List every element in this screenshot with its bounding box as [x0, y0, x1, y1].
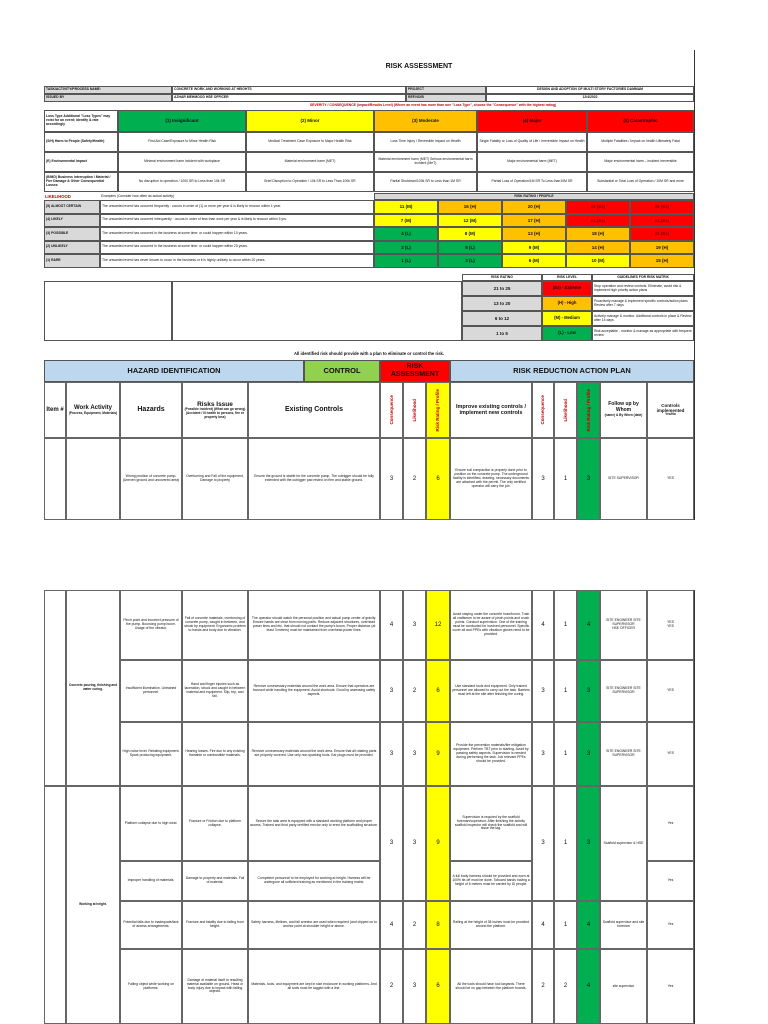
severity-cell: Material environment harm (MET) Serious environmental harm incident (MeT) — [374, 152, 477, 172]
table-cell-c1: 3 — [380, 786, 403, 901]
table-cell-improve: Railing at the height of 38 inches must be provided around the platform. — [450, 901, 532, 949]
item-cell — [44, 590, 66, 786]
matrix-level: (M) - Medium — [542, 311, 592, 326]
matrix-guide: Proactively manage & implement specific controls/action plans Review after 7 days — [592, 296, 694, 311]
risk-profile-cell: 22 (Ex) — [630, 227, 694, 241]
page-title: RISK ASSESSMENT — [385, 62, 453, 70]
col-likelihood-label: Likelihood — [411, 398, 417, 422]
table-cell-hazard: High noise level. Rebaling equipment. Spark producing equipment. — [120, 722, 182, 786]
risk-profile-cell: 2 (L) — [374, 241, 438, 255]
col-consequence — [380, 382, 403, 438]
matrix-guide: Stop operation and review controls. Eliminate, avoid risk & implement high priority action plans — [592, 281, 694, 296]
table-cell-improve: A full body harness should be provided and worn at 100% tie-off must be done. Toboard bands having a height of 6 meters must be carried by ID people. — [450, 861, 532, 901]
guidelines-head: GUIDELINES FOR RISK MATRIX — [592, 274, 694, 281]
table-cell-c1: 4 — [380, 901, 403, 949]
severity-cell: Material environment harm (MET) — [246, 152, 374, 172]
table-cell-c1: 3 — [380, 660, 403, 722]
table-cell-l1: 3 — [403, 590, 426, 660]
table-row-rating-2: 3 — [577, 438, 600, 520]
table-cell-risk: Fracture and fatality due to falling from height. — [182, 901, 248, 949]
risk-profile-cell: 16 (H) — [438, 200, 502, 214]
table-row-item — [44, 438, 66, 520]
table-cell-r1: 9 — [426, 722, 450, 786]
risk-profile-cell: 21 (Ex) — [566, 214, 630, 228]
col-activity — [66, 382, 120, 438]
table-cell-impl: YES — [647, 660, 694, 722]
col-activity-sub: (Process, Equipment, Materials) — [68, 410, 118, 415]
risk-profile-cell: 17 (H) — [502, 214, 566, 228]
likelihood-row-label: (4) LIKELY — [44, 214, 100, 228]
risk-rating-head: RISK RATING — [462, 274, 542, 281]
matrix-range: 1 to 5 — [462, 326, 542, 341]
date-value: 12/4/2022 — [486, 94, 694, 102]
table-cell-r2: 4 — [577, 590, 600, 660]
likelihood-row-label: (1) RARE — [44, 254, 100, 268]
table-cell-risk: Fracture or Friction due to platform collapse. — [182, 786, 248, 861]
matrix-range: 13 to 20 — [462, 296, 542, 311]
table-cell-improve: Provide the prevention materials/fire mitigation equipment. Perform TBT prior to starting. Avoid by passing safety aspects. Supervision is needed during performing the task. Job relevant PPEs should be provided. — [450, 722, 532, 786]
table-cell-improve: Use standard tools and equipment. Only trained personnel are allowed to carry out the task. Barriers must left at the site after finishing the curing. — [450, 660, 532, 722]
severity-level-4: (4) Major — [477, 110, 587, 132]
severity-row-type: (E) Environmental Impact — [44, 152, 118, 172]
task-label: TASK/ACTIVITY/PROCESS NAME: — [44, 86, 172, 94]
severity-cell: First Aid Case/Exposure to Minor Health Risk — [118, 132, 246, 152]
risk-profile-cell: 7 (M) — [374, 214, 438, 228]
table-cell-l2: 1 — [554, 590, 577, 660]
table-cell-c1: 4 — [380, 590, 403, 660]
project-value: DESIGN AND ADOPTION OF MULTI STORY FACTORIES DAMMAM — [486, 86, 694, 94]
table-cell-c1: 2 — [380, 949, 403, 1024]
table-cell-r2: 3 — [577, 660, 600, 722]
col-item: Item # — [44, 382, 66, 438]
severity-level-1: (1) Insignificant — [118, 110, 246, 132]
table-cell-l2: 1 — [554, 660, 577, 722]
col-likelihood — [403, 382, 426, 438]
col-improve: Improve existing controls / implement new controls — [450, 382, 532, 438]
col-implemented-title: Controls implemented — [656, 402, 685, 414]
matrix-level: (H) - High — [542, 296, 592, 311]
table-cell-l1: 3 — [403, 786, 426, 901]
likelihood-row-desc: The unwanted event has occurred frequently : occurs in order of (1) or more per year & is likely to reoccur within 1 year. — [100, 200, 374, 214]
likelihood-row-desc: The unwanted event has occurred in the business at some time: or could happen within 10 years. — [100, 227, 374, 241]
severity-level-5: (5) Catastrophic — [587, 110, 694, 132]
col-activity-title: Work Activity — [73, 404, 112, 411]
table-cell-r2: 4 — [577, 901, 600, 949]
table-cell-existing: Secure the task area is equipped with a standard working platform and proper access. Trained and third party certified erector only to erect the scaffolding structure. — [248, 786, 380, 861]
table-cell-l2: 2 — [554, 949, 577, 1024]
col-existing: Existing Controls — [248, 382, 380, 438]
col-implemented — [647, 382, 694, 438]
severity-cell: Medical Treatment Case Exposure to Major Health Risk — [246, 132, 374, 152]
table-cell-follow: SITE ENGINEER SITE SUPERVISOR HSE OFFICER — [600, 590, 647, 660]
table-cell-impl: Yes — [647, 861, 694, 901]
table-cell-follow: Scaffold supervisor & HSE — [600, 786, 647, 901]
likelihood-label: LIKELIHOOD — [45, 193, 71, 199]
table-cell-c2: 3 — [532, 722, 554, 786]
risk-level-head: RISK LEVEL — [542, 274, 592, 281]
table-cell-hazard: Falling object while working on platforms. — [120, 949, 182, 1024]
severity-row-type: (S/H) Harm to People (Safety/Health) — [44, 132, 118, 152]
table-cell-impl: Yes — [647, 901, 694, 949]
col-hazards: Hazards — [120, 382, 182, 438]
table-cell-l2: 1 — [554, 786, 577, 901]
activity-height: Working at height. — [66, 786, 120, 1024]
table-cell-c2: 3 — [532, 786, 554, 901]
risk-profile-cell: 24 (Ex) — [630, 214, 694, 228]
project-label: PROJECT — [406, 86, 486, 94]
table-cell-risk: Hearing losses. Fire due to any existing flamable or combustible materials. — [182, 722, 248, 786]
risk-profile-cell: 14 (H) — [566, 241, 630, 255]
risk-profile-cell: 15 (H) — [630, 254, 694, 268]
table-cell-c2: 2 — [532, 949, 554, 1024]
risk-profile-cell: 25 (Ex) — [630, 200, 694, 214]
section-assessment: RISK ASSESSMENT — [380, 360, 450, 382]
risk-profile-cell: 11 (M) — [374, 200, 438, 214]
table-cell-risk: Damage of material itself to resulting material available on ground. Head or body injury due to impact with falling objects. — [182, 949, 248, 1024]
loss-type-header: Loss Type Additional "Loss Types" may exist for an event; identify & rate accordingly — [44, 110, 118, 132]
severity-cell: Substantial or Total Loss of Operation / 10M SR and more — [587, 172, 694, 192]
severity-cell: Major environmental harm – incident irreversible — [587, 152, 694, 172]
risk-profile-cell: 5 (L) — [438, 241, 502, 255]
page-2 — [44, 590, 696, 1024]
risk-profile-cell: 4 (L) — [374, 227, 438, 241]
col-rating-2 — [577, 382, 600, 438]
col-likelihood-2 — [554, 382, 577, 438]
table-cell-improve: Avoid staying under the concrete hose/boom. Train all craftsmen to be aware of pinch points and crush points. Conduct supervision. One of the training must be conducted for involved personnel. Specific cover all and PPEs with vibration gloves need to be provided. — [450, 590, 532, 660]
table-cell-follow: SITE ENGINEER SITE SUPERVISOR — [600, 722, 647, 786]
matrix-range: 21 to 25 — [462, 281, 542, 296]
severity-row-type: (B/MD) Business Interruption / Material / Fire Damage & Other Consequential Losses — [44, 172, 118, 192]
activity-concrete: Concrete pouring, finishing and water curing. — [66, 590, 120, 786]
col-risks — [182, 382, 248, 438]
table-cell-follow: Scaffold supervisor and site foreman — [600, 901, 647, 949]
risk-profile-cell: 13 (H) — [502, 227, 566, 241]
risk-profile-cell: 3 (L) — [438, 254, 502, 268]
risk-profile-cell: 9 (M) — [502, 241, 566, 255]
item-cell — [44, 786, 66, 1024]
table-cell-l2: 1 — [554, 901, 577, 949]
table-cell-l1: 2 — [403, 901, 426, 949]
likelihood-row-desc: The unwanted event has occurred infrequently : occurs in order of less than once per year & is likely to reoccur within 5 yrs. — [100, 214, 374, 228]
matrix-guide: Actively manage & monitor. Additional controls in place & Review after 14 days — [592, 311, 694, 326]
table-cell-l1: 3 — [403, 722, 426, 786]
severity-cell: Partial Shutdown/100k SR to Less than 1M SR — [374, 172, 477, 192]
col-risks-sub: (Possible incident) (What can go wrong) (Accident / ill health to persons, fire or property loss) — [184, 407, 246, 419]
issued-value: AZHAR MEHMOOD HSE OFFICER — [172, 94, 406, 102]
col-implemented-sub: Yes/No — [665, 412, 676, 417]
table-cell-improve: Supervision is required by the scaffold foreman/supervisor. After finishing the activity scaffold inspector will check the scaffold and will issue the tag. — [450, 786, 532, 861]
risk-profile-cell: 18 (H) — [566, 227, 630, 241]
table-cell-r1: 8 — [426, 901, 450, 949]
table-cell-risk: Fall of concrete materials, overturning of concrete pump, caught in between, and struck by equipment. Ergonomic problem to hands and body due to vibration. — [182, 590, 248, 660]
table-cell-r2: 4 — [577, 949, 600, 1024]
table-row-consequence: 3 — [380, 438, 403, 520]
table-row-follow: SITE SUPERVISOR — [600, 438, 647, 520]
col-consequence-2-label: Consequence — [540, 395, 546, 425]
severity-cell: Brief Disruption to Operation / 10k SR to Less Than 100k SR — [246, 172, 374, 192]
rating-profile-label: RISK RATING / PROFILE — [374, 193, 694, 200]
matrix-level: (Ex) - Extreme — [542, 281, 592, 296]
table-row-hazard: Wrong position of concrete pump. (Uneven ground and uncovered area) — [120, 438, 182, 520]
severity-cell: No disruption to operation / 1000 SR to Less than 10k SR — [118, 172, 246, 192]
table-cell-c2: 4 — [532, 901, 554, 949]
likelihood-row-label: (3) POSSIBLE — [44, 227, 100, 241]
severity-cell: Multiple Fatalities / Impact on health Ultimately Fatal — [587, 132, 694, 152]
severity-cell: Partial Loss of Operation/1M SR To Less than10M SR — [477, 172, 587, 192]
issued-label: ISSUED BY — [44, 94, 172, 102]
table-cell-follow: SITE ENGINEER SITE SUPERVISOR — [600, 660, 647, 722]
col-consequence-2 — [532, 382, 554, 438]
table-row-risk: Overturning and Fall of the equipment, Damage to property — [182, 438, 248, 520]
page-1 — [44, 50, 696, 520]
table-row-implemented: YES — [647, 438, 694, 520]
matrix-level: (L) - Low — [542, 326, 592, 341]
table-row-improve: Ensure soil compaction is properly done prior to position on the concrete pump. The underground facility is identified, drawing, necessary documents are attached with the permit. The only certified operator will carry the job. — [450, 438, 532, 520]
risk-profile-cell: 19 (H) — [630, 241, 694, 255]
likelihood-row-desc: The unwanted event has occurred in the business at some time: or could happen within 20 years. — [100, 241, 374, 255]
table-cell-r1: 6 — [426, 949, 450, 1024]
table-cell-c2: 3 — [532, 660, 554, 722]
severity-cell: Major environmental harm (MET) — [477, 152, 587, 172]
table-cell-impl: Yes — [647, 949, 694, 1024]
likelihood-row-desc: The unwanted event has never known to occur in the business or it is highly unlikely to occur within 20 years. — [100, 254, 374, 268]
table-row-activity — [66, 438, 120, 520]
table-cell-existing: The operator should watch the personal position and actual pump center of gravity. Ensure hands are clear from moving parts. Reduce adjacent structures, overhead power lines and etc. that should not contact the pump's boom. Proper distance (at least 3 meters) must be maintained from overhead power lines. — [248, 590, 380, 660]
table-cell-l1: 2 — [403, 660, 426, 722]
table-row-likelihood-2: 1 — [554, 438, 577, 520]
blank-box — [172, 281, 462, 341]
severity-level-3: (3) Moderate — [374, 110, 477, 132]
refno-label: REF.NO/B — [406, 94, 486, 102]
table-cell-hazard: Insufficient illumination. Untrained personnel. — [120, 660, 182, 722]
table-cell-existing: Safety harness, lifelines, and fall arrestor are used when required (and clipped on to anchor point at shoulder height or above. — [248, 901, 380, 949]
matrix-guide: Risk acceptable - monitor & manage as appropriate with frequent review — [592, 326, 694, 341]
table-cell-risk: Hand and finger injuries such as laceration, struck and caught in between material and equipment. Slip, trip, and fall. — [182, 660, 248, 722]
table-row-consequence-2: 3 — [532, 438, 554, 520]
table-cell-improve: All the tools should have tool lanyards. There should be no gap between the platform boards. — [450, 949, 532, 1024]
risk-profile-cell: 10 (M) — [566, 254, 630, 268]
table-cell-existing: Remove unnecessary materials around the work area. Ensure that operators are focused while handling the equipment. Avoid shortcuts. Good by assessing safety aspects. — [248, 660, 380, 722]
table-cell-c2: 4 — [532, 590, 554, 660]
table-cell-existing: Materials, tools, and equipment are kept in size enclosure in working platforms. And all tools must be tagged with a line. — [248, 949, 380, 1024]
matrix-range: 6 to 12 — [462, 311, 542, 326]
severity-note: SEVERITY / CONSEQUENCE (impact/Results Level) (Where an event has more than one "Loss Type", choose the "Consequence" with the highest rating) — [309, 102, 557, 107]
risk-profile-cell: 20 (H) — [502, 200, 566, 214]
section-hazard: HAZARD IDENTIFICATION — [44, 360, 304, 382]
severity-level-2: (2) Minor — [246, 110, 374, 132]
table-cell-r2: 3 — [577, 786, 600, 901]
likelihood-note: Examples (Consider how often as actual activity) — [101, 194, 175, 199]
risk-profile-cell: 6 (M) — [502, 254, 566, 268]
table-cell-impl: Yes — [647, 786, 694, 861]
risk-profile-cell: 12 (M) — [438, 214, 502, 228]
risk-profile-cell: 23 (Ex) — [566, 200, 630, 214]
section-control: CONTROL — [304, 360, 380, 382]
col-consequence-label: Consequence — [388, 395, 394, 425]
table-cell-impl: YES — [647, 722, 694, 786]
likelihood-row-label: (5) ALMOST CERTAIN — [44, 200, 100, 214]
severity-cell: Minimal environment harm incident with workplace — [118, 152, 246, 172]
col-rating-2-label: Risk Rating / Profile — [585, 388, 591, 432]
table-cell-c1: 3 — [380, 722, 403, 786]
table-cell-risk: Damage to property and materials. Fall of material. — [182, 861, 248, 901]
blank-box — [44, 281, 172, 341]
col-likelihood-2-label: Likelihood — [562, 398, 568, 422]
col-follow — [600, 382, 647, 438]
table-cell-hazard: Platform collapse due to high wind. — [120, 786, 182, 861]
table-cell-existing: Competent personnel to be employed for working at height. Harness will be undergone all sufficient training as mentioned in the training matrix. — [248, 861, 380, 901]
table-cell-r1: 9 — [426, 786, 450, 901]
col-follow-title: Follow up by Whom — [608, 401, 639, 414]
risk-profile-cell: 1 (L) — [374, 254, 438, 268]
table-row-existing: Ensure the ground is stable for the concrete pump. The outrigger should be fully extended with the outrigger pad rested on firm and stable ground. — [248, 438, 380, 520]
table-row-rating: 6 — [426, 438, 450, 520]
table-cell-r2: 3 — [577, 722, 600, 786]
table-cell-hazard: Improper handling of materials. — [120, 861, 182, 901]
table-row-likelihood: 2 — [403, 438, 426, 520]
section-reduction: RISK REDUCTION ACTION PLAN — [450, 360, 694, 382]
table-cell-hazard: Pinch point and incorrect pressure of the pump. Bouncing pump boom. Usage of the vibrator. — [120, 590, 182, 660]
table-cell-r1: 12 — [426, 590, 450, 660]
table-cell-hazard: Potential falls due to inadequate/lack of access arrangements. — [120, 901, 182, 949]
table-cell-l1: 3 — [403, 949, 426, 1024]
table-cell-impl: YES YES — [647, 590, 694, 660]
table-cell-r1: 6 — [426, 660, 450, 722]
likelihood-row-label: (2) UNLIKELY — [44, 241, 100, 255]
col-rating-label: Risk Rating / Profile — [435, 388, 441, 432]
col-risks-title: Risks Issue — [197, 400, 233, 408]
task-value: CONCRETE WORK AND WORKING AT HEIGHTS — [172, 86, 406, 94]
severity-cell: Loss Time Injury / Reversible Impact on Health — [374, 132, 477, 152]
table-cell-l2: 1 — [554, 722, 577, 786]
plan-note: All identified risk should provide with a plan to eliminate or control the risk. — [293, 351, 445, 357]
table-cell-existing: Remove unnecessary materials around the work area. Ensure that all rotating parts are properly covered. Use only non-sparking tools. Ear plugs must be provided. — [248, 722, 380, 786]
severity-cell: Single Fatality or Loss of Quality of Life / Irreversible Impact on Health — [477, 132, 587, 152]
table-cell-follow: site supervisor — [600, 949, 647, 1024]
risk-profile-cell: 8 (M) — [438, 227, 502, 241]
col-follow-sub: (name) & By When (date) — [604, 412, 643, 417]
col-rating — [426, 382, 450, 438]
